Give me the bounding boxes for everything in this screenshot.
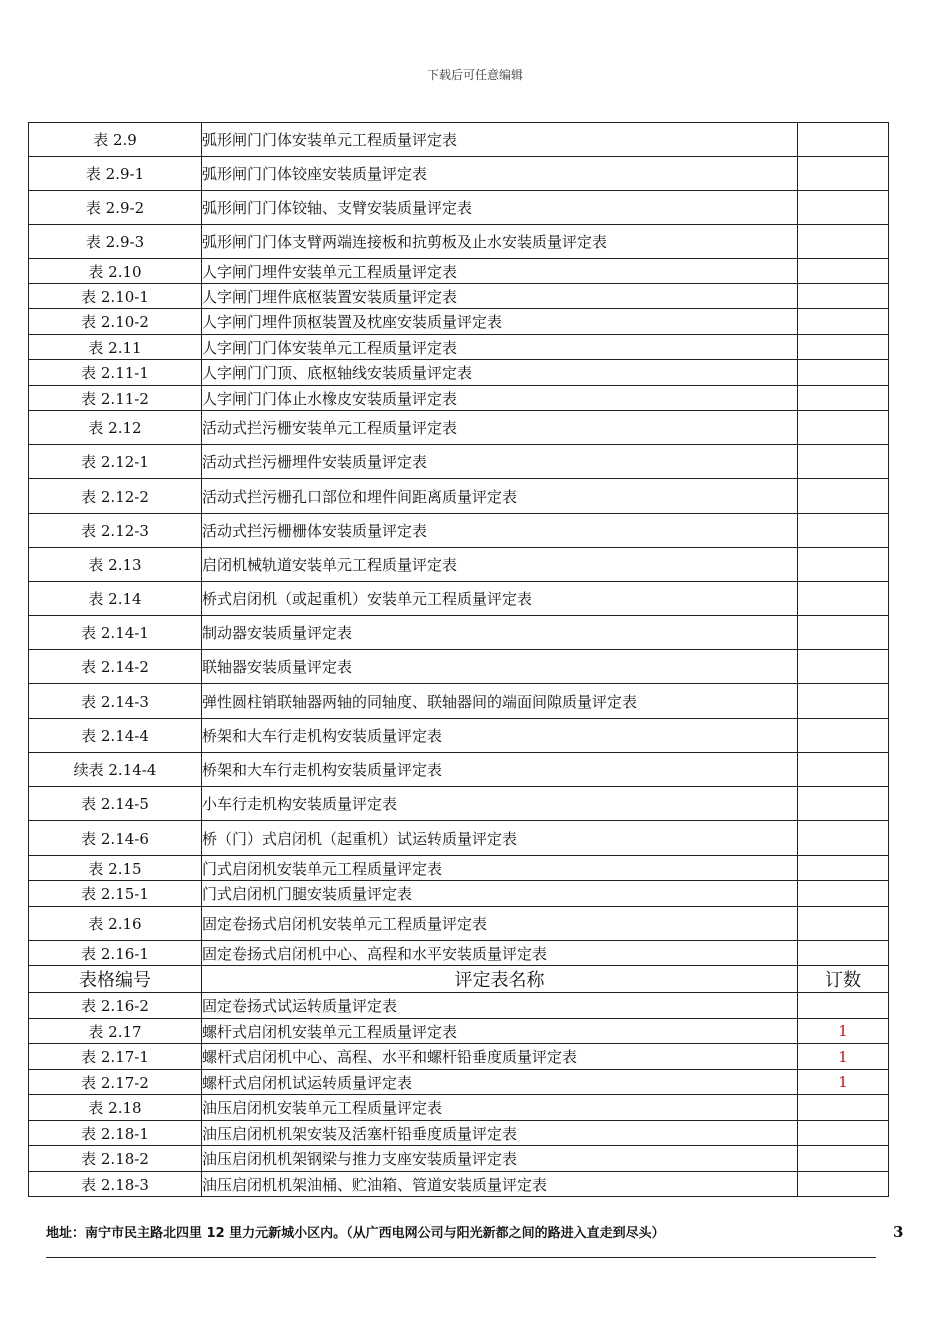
form-name-cell: 油压启闭机安装单元工程质量评定表 xyxy=(202,1095,798,1121)
form-code-cell: 表 2.14-2 xyxy=(29,650,202,684)
table-row xyxy=(29,993,889,1019)
footer-divider xyxy=(46,1257,876,1258)
form-name-cell: 联轴器安装质量评定表 xyxy=(202,650,798,684)
order-count-cell xyxy=(798,650,889,684)
table-row xyxy=(29,157,889,191)
order-count-cell xyxy=(798,411,889,445)
order-count-cell xyxy=(798,582,889,616)
form-code-cell: 表 2.17 xyxy=(29,1019,202,1044)
table-row xyxy=(29,1070,889,1095)
form-name-cell: 小车行走机构安装质量评定表 xyxy=(202,787,798,821)
form-code-cell: 表 2.18-2 xyxy=(29,1146,202,1172)
evaluation-forms-table xyxy=(28,122,889,1197)
form-code-cell: 表 2.12 xyxy=(29,411,202,445)
order-count-cell xyxy=(798,1121,889,1146)
form-code-cell: 表 2.18 xyxy=(29,1095,202,1121)
form-code-cell: 表 2.14-1 xyxy=(29,616,202,650)
table-row xyxy=(29,309,889,335)
table-row xyxy=(29,616,889,650)
form-code-cell: 表 2.16-1 xyxy=(29,941,202,966)
form-name-cell: 油压启闭机机架安装及活塞杆铅垂度质量评定表 xyxy=(202,1121,798,1146)
form-code-cell: 表 2.13 xyxy=(29,548,202,582)
form-name-cell: 启闭机械轨道安装单元工程质量评定表 xyxy=(202,548,798,582)
order-count-cell xyxy=(798,335,889,360)
table-row xyxy=(29,1044,889,1070)
order-count-cell xyxy=(798,719,889,753)
form-name-cell: 人字闸门门顶、底枢轴线安装质量评定表 xyxy=(202,360,798,386)
order-count-cell xyxy=(798,386,889,411)
form-name-cell: 弧形闸门门体支臂两端连接板和抗剪板及止水安装质量评定表 xyxy=(202,225,798,259)
form-code-cell: 表 2.14-6 xyxy=(29,821,202,856)
order-count-cell xyxy=(798,856,889,881)
form-code-cell: 表 2.9 xyxy=(29,123,202,157)
table-header-row xyxy=(29,966,889,993)
order-count-cell: 1 xyxy=(798,1019,889,1044)
form-name-cell: 活动式拦污栅栅体安装质量评定表 xyxy=(202,514,798,548)
form-code-cell: 表 2.17-1 xyxy=(29,1044,202,1070)
order-count-cell xyxy=(798,259,889,284)
order-count-cell xyxy=(798,787,889,821)
form-name-cell: 螺杆式启闭机试运转质量评定表 xyxy=(202,1070,798,1095)
form-code-cell: 表 2.17-2 xyxy=(29,1070,202,1095)
page-number: 3 xyxy=(893,1223,904,1241)
form-name-cell: 门式启闭机安装单元工程质量评定表 xyxy=(202,856,798,881)
order-count-cell xyxy=(798,157,889,191)
form-name-cell: 人字闸门埋件底枢装置安装质量评定表 xyxy=(202,284,798,309)
form-code-cell: 表 2.14-4 xyxy=(29,719,202,753)
order-count-cell xyxy=(798,1095,889,1121)
form-name-cell: 人字闸门门体安装单元工程质量评定表 xyxy=(202,335,798,360)
form-code-cell: 表 2.11 xyxy=(29,335,202,360)
form-code-cell: 表 2.11-1 xyxy=(29,360,202,386)
table-row xyxy=(29,548,889,582)
form-name-cell: 门式启闭机门腿安装质量评定表 xyxy=(202,881,798,907)
order-count-cell xyxy=(798,309,889,335)
form-code-cell: 表 2.10 xyxy=(29,259,202,284)
order-count-cell xyxy=(798,1146,889,1172)
table-row xyxy=(29,907,889,941)
table-body-lower xyxy=(29,993,889,1197)
form-name-cell: 活动式拦污栅埋件安装质量评定表 xyxy=(202,445,798,479)
table-row xyxy=(29,719,889,753)
order-count-cell xyxy=(798,514,889,548)
table-row xyxy=(29,787,889,821)
order-count-cell xyxy=(798,191,889,225)
column-header-name: 评定表名称 xyxy=(202,966,798,993)
order-count-cell xyxy=(798,616,889,650)
form-code-cell: 表 2.18-1 xyxy=(29,1121,202,1146)
order-count-cell xyxy=(798,479,889,514)
form-name-cell: 桥架和大车行走机构安装质量评定表 xyxy=(202,753,798,787)
column-header-code: 表格编号 xyxy=(29,966,202,993)
table-row xyxy=(29,360,889,386)
table-row xyxy=(29,335,889,360)
table-row xyxy=(29,1019,889,1044)
header-note: 下载后可任意编辑 xyxy=(426,68,523,82)
order-count-cell xyxy=(798,941,889,966)
order-count-cell xyxy=(798,821,889,856)
form-name-cell: 人字闸门埋件安装单元工程质量评定表 xyxy=(202,259,798,284)
table-row xyxy=(29,1121,889,1146)
table-body-upper xyxy=(29,123,889,966)
form-name-cell: 油压启闭机机架钢梁与推力支座安装质量评定表 xyxy=(202,1146,798,1172)
footer-address: 地址：南宁市民主路北四里 12 里力元新城小区内。（从广西电网公司与阳光新都之间的路进入直走到尽头） xyxy=(46,1226,665,1241)
form-code-cell: 表 2.10-1 xyxy=(29,284,202,309)
form-code-cell: 表 2.14 xyxy=(29,582,202,616)
form-name-cell: 螺杆式启闭机中心、高程、水平和螺杆铅垂度质量评定表 xyxy=(202,1044,798,1070)
table-row xyxy=(29,881,889,907)
table-header-row-group xyxy=(29,966,889,993)
order-count-cell: 1 xyxy=(798,1044,889,1070)
table-row xyxy=(29,479,889,514)
form-code-cell: 表 2.16-2 xyxy=(29,993,202,1019)
table-row xyxy=(29,684,889,719)
form-name-cell: 弧形闸门门体铰轴、支臂安装质量评定表 xyxy=(202,191,798,225)
table-row xyxy=(29,411,889,445)
form-name-cell: 固定卷扬式试运转质量评定表 xyxy=(202,993,798,1019)
form-name-cell: 活动式拦污栅安装单元工程质量评定表 xyxy=(202,411,798,445)
table-row xyxy=(29,753,889,787)
form-code-cell: 续表 2.14-4 xyxy=(29,753,202,787)
order-count-cell xyxy=(798,225,889,259)
form-name-cell: 固定卷扬式启闭机安装单元工程质量评定表 xyxy=(202,907,798,941)
form-name-cell: 弧形闸门门体铰座安装质量评定表 xyxy=(202,157,798,191)
form-code-cell: 表 2.9-2 xyxy=(29,191,202,225)
form-code-cell: 表 2.11-2 xyxy=(29,386,202,411)
form-code-cell: 表 2.9-1 xyxy=(29,157,202,191)
order-count-cell xyxy=(798,360,889,386)
form-name-cell: 油压启闭机机架油桶、贮油箱、管道安装质量评定表 xyxy=(202,1172,798,1197)
table-row xyxy=(29,191,889,225)
table-row xyxy=(29,1146,889,1172)
order-count-cell xyxy=(798,1172,889,1197)
order-count-cell xyxy=(798,881,889,907)
form-code-cell: 表 2.9-3 xyxy=(29,225,202,259)
order-count-cell xyxy=(798,684,889,719)
form-name-cell: 弧形闸门门体安装单元工程质量评定表 xyxy=(202,123,798,157)
table-row xyxy=(29,1172,889,1197)
form-code-cell: 表 2.14-3 xyxy=(29,684,202,719)
table-row xyxy=(29,1095,889,1121)
form-name-cell: 固定卷扬式启闭机中心、高程和水平安装质量评定表 xyxy=(202,941,798,966)
order-count-cell xyxy=(798,548,889,582)
form-code-cell: 表 2.10-2 xyxy=(29,309,202,335)
order-count-cell xyxy=(798,907,889,941)
form-name-cell: 弹性圆柱销联轴器两轴的同轴度、联轴器间的端面间隙质量评定表 xyxy=(202,684,798,719)
form-code-cell: 表 2.12-1 xyxy=(29,445,202,479)
form-code-cell: 表 2.16 xyxy=(29,907,202,941)
table-row xyxy=(29,514,889,548)
form-code-cell: 表 2.15 xyxy=(29,856,202,881)
table-row xyxy=(29,225,889,259)
table-row xyxy=(29,856,889,881)
order-count-cell xyxy=(798,753,889,787)
order-count-cell xyxy=(798,445,889,479)
column-header-count: 订数 xyxy=(798,966,889,993)
table-row xyxy=(29,284,889,309)
table-row xyxy=(29,582,889,616)
form-code-cell: 表 2.14-5 xyxy=(29,787,202,821)
table-row xyxy=(29,821,889,856)
table-row xyxy=(29,445,889,479)
form-code-cell: 表 2.15-1 xyxy=(29,881,202,907)
table-row xyxy=(29,386,889,411)
form-name-cell: 桥式启闭机（或起重机）安装单元工程质量评定表 xyxy=(202,582,798,616)
form-name-cell: 人字闸门门体止水橡皮安装质量评定表 xyxy=(202,386,798,411)
order-count-cell xyxy=(798,123,889,157)
form-name-cell: 活动式拦污栅孔口部位和埋件间距离质量评定表 xyxy=(202,479,798,514)
form-name-cell: 螺杆式启闭机安装单元工程质量评定表 xyxy=(202,1019,798,1044)
order-count-cell xyxy=(798,993,889,1019)
table-row xyxy=(29,941,889,966)
form-code-cell: 表 2.18-3 xyxy=(29,1172,202,1197)
order-count-cell xyxy=(798,284,889,309)
table-row xyxy=(29,259,889,284)
form-name-cell: 桥（门）式启闭机（起重机）试运转质量评定表 xyxy=(202,821,798,856)
order-count-cell: 1 xyxy=(798,1070,889,1095)
table-row xyxy=(29,123,889,157)
form-code-cell: 表 2.12-3 xyxy=(29,514,202,548)
table-row xyxy=(29,650,889,684)
form-name-cell: 人字闸门埋件顶枢装置及枕座安装质量评定表 xyxy=(202,309,798,335)
form-name-cell: 桥架和大车行走机构安装质量评定表 xyxy=(202,719,798,753)
form-name-cell: 制动器安装质量评定表 xyxy=(202,616,798,650)
form-code-cell: 表 2.12-2 xyxy=(29,479,202,514)
